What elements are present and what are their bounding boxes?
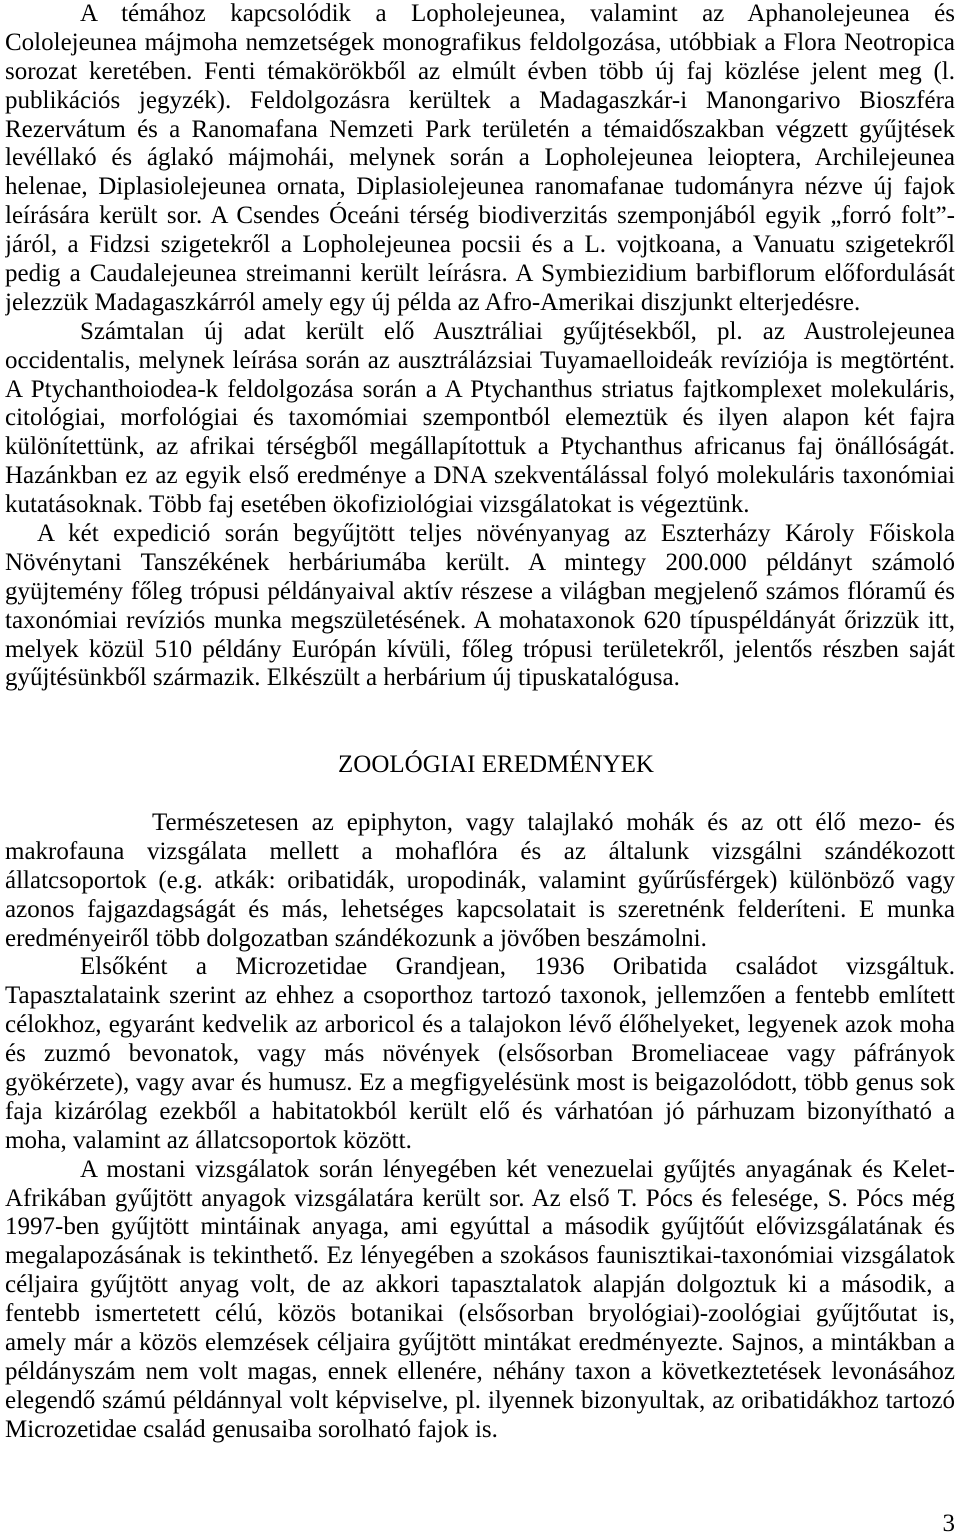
text-line: levéllakó és áglakó májmohái, melynek során a Lopholejeunea leioptera, Archilejeunea [5, 144, 955, 172]
text-line: eredményeiről több dolgozatban szándékozunk a jövőben beszámolni. [5, 924, 707, 952]
text-line: melyek közül 510 példány Európán kívüli, főleg trópusi területekről, jelentős részben saját [5, 635, 955, 663]
text-line: és zuzmó bevonatok, vagy más növények (elsősorban Bromeliaceae vagy páfrányok [5, 1040, 955, 1068]
text-line: példányszám nem volt magas, ennek ellenére, néhány taxon a következtetések levonásához [5, 1357, 955, 1385]
text-line: állatcsoportok (e.g. atkák: oribatidák, uropodinák, valamint gyűrűsférgek) különböző vagy [5, 866, 955, 894]
text-line: pedig a Caudalejeunea streimanni került leírásra. A Symbiezidium barbiflorum előfordulását [5, 260, 955, 288]
text-line: Cololejeunea májmoha nemzetségek monografikus feldolgozása, utóbbiak a Flora Neotropica [5, 28, 955, 56]
text-line: elegendő számú példánnyal volt képviselve, pl. ilyennek bizonyultak, az oribatidákhoz tartozó [5, 1386, 955, 1414]
blank-line [5, 693, 955, 722]
text-line: Természetesen az epiphyton, vagy talajlakó mohák és az ott élő mezo- és [152, 808, 955, 836]
text-line: 1997-ben gyűjtött mintáinak anyaga, ami egyúttal a második gyűjtőút elővizsgálatának és [5, 1213, 955, 1241]
text-line: céljaira gyűjtött anyag volt, de az akkori tapasztalatok alapján dolgoztuk ki a második, a [5, 1271, 955, 1299]
text-line: sorozat keretében. Fenti témakörökből az elmúlt évben több új faj közlése jelent meg (l. [5, 57, 955, 85]
text-line: gyüjtemény főleg trópusi példányaival aktív részese a világban megjelenő számos flóramű és [5, 577, 955, 605]
text-line: faja kizárólag ezekből a habitatokból került elő és várhatóan jó párhuzam bizonyítható a [5, 1097, 955, 1125]
text-line: Elsőként a Microzetidae Grandjean, 1936 Oribatida családot vizsgáltuk. [80, 953, 955, 981]
text-line: taxonómiai revíziós munka megszületésének. A mohataxonok 620 típuspéldányát őrizzük itt, [5, 606, 955, 634]
document-body [5, 0, 955, 1445]
text-line: Növénytani Tanszékének herbáriumába került. A mintegy 200.000 példányt számoló [5, 548, 955, 576]
text-line: célokhoz, egyaránt kedvelik az arboricol és a talajokon lévő élőhelyeket, legyenek azok moha [5, 1011, 955, 1039]
text-line: A témához kapcsolódik a Lopholejeunea, valamint az Aphanolejeunea és [80, 0, 955, 27]
paragraph [5, 809, 955, 953]
text-line: kutatásoknak. Több faj esetében ökofiziológiai vizsgálatokat is végeztünk. [5, 491, 750, 519]
text-line: leírására került sor. A Csendes Óceáni térség biodiverzitás szemponjából egyik „forró folt”- [5, 202, 955, 230]
text-line: járól, a Fidzsi szigetekről a Lopholejeunea pocsii és a L. vojtkoana, a Vanuatu szigetekről [5, 231, 955, 259]
text-line: azonos fajgazdagságát és más, lehetséges kapcsolatait is szeretnénk felderíteni. E munka [5, 895, 955, 923]
paragraph [5, 0, 955, 318]
text-line: A két expedició során begyűjtött teljes növényanyag az Eszterházy Károly Főiskola [37, 520, 955, 548]
text-line: gyűjtésünkből származik. Elkészült a herbárium új tipuskatalógusa. [5, 664, 680, 692]
blank-line [5, 780, 955, 809]
text-line: gyökérzete), vagy avar és humusz. Ez a megfigyelésünk most is beigazolódott, több genus sok [5, 1068, 955, 1096]
text-line: különítettünk, az afrikai térségből megállapítottuk a Ptychanthus africanus faj önállóságát. [5, 433, 955, 461]
text-line: makrofauna vizsgálata mellett a mohaflóra és az általunk vizsgálni szándékozott [5, 837, 955, 865]
text-line: moha, valamint az állatcsoportok között. [5, 1126, 412, 1154]
text-line: megalapozásának is tekinthető. Ez lényegében a szokásos faunisztikai-taxonómiai vizsgálatok [5, 1242, 955, 1270]
text-line: A mostani vizsgálatok során lényegében két venezuelai gyűjtés anyagának és Kelet- [80, 1155, 955, 1183]
text-line: fentebb ismertetett célú, közös botanikai (elsősorban bryológiai)-zoológiai gyűjtőutat is, [5, 1300, 955, 1328]
text-line: Számtalan új adat került elő Ausztráliai gyűjtésekből, pl. az Austrolejeunea [80, 317, 955, 345]
text-line: jelezzük Madagaszkárról amely egy új példa az Afro-Amerikai diszjunkt elterjedésre. [5, 288, 861, 316]
text-line: Rezervátum és a Ranomafana Nemzeti Park területén a témaidőszakban végzett gyűjtések [5, 115, 955, 143]
text-line: citológiai, morfológiai és taxomómiai szempontból elemeztük és ilyen alapon két fajra [5, 404, 955, 432]
paragraph [5, 520, 955, 693]
text-line: amely már a közös elemzések céljaira gyűjtött mintákat eredményezte. Sajnos, a mintákban a [5, 1328, 955, 1356]
paragraph [5, 1156, 955, 1445]
text-line: Tapasztalataink szerint az ehhez a csoporthoz tartozó taxonok, jellemzően a fentebb említett [5, 982, 955, 1010]
text-line: publikációs jegyzék). Feldolgozásra kerültek a Madagaszkár-i Manongarivo Bioszféra [5, 86, 955, 114]
section-heading: ZOOLÓGIAI EREDMÉNYEK [338, 751, 654, 779]
text-line: occidentalis, melynek leírása során az ausztrálázsiai Tuyamaelloideák revíziója is megtörtént. [5, 346, 955, 374]
paragraph [5, 953, 955, 1155]
text-line: Hazánkban ez az egyik első eredménye a DNA szekventálással folyó molekuláris taxonómiai [5, 462, 955, 490]
text-line: helenae, Diplasiolejeunea ornata, Diplasiolejeunea ranomafanae tudományra nézve új fajok [5, 173, 955, 201]
paragraph [5, 318, 955, 520]
text-line: A Ptychanthoiodea-k feldolgozása során a A Ptychanthus striatus fajtkomplexet molekuláris, [5, 375, 955, 403]
page-number: 3 [942, 1510, 955, 1537]
text-line: Afrikában gyűjtött anyagok vizsgálatára került sor. Az első T. Pócs és felesége, S. Pócs még [5, 1184, 955, 1212]
text-line: Microzetidae család genusaiba sorolható fajok is. [5, 1415, 498, 1443]
blank-line [5, 722, 955, 751]
